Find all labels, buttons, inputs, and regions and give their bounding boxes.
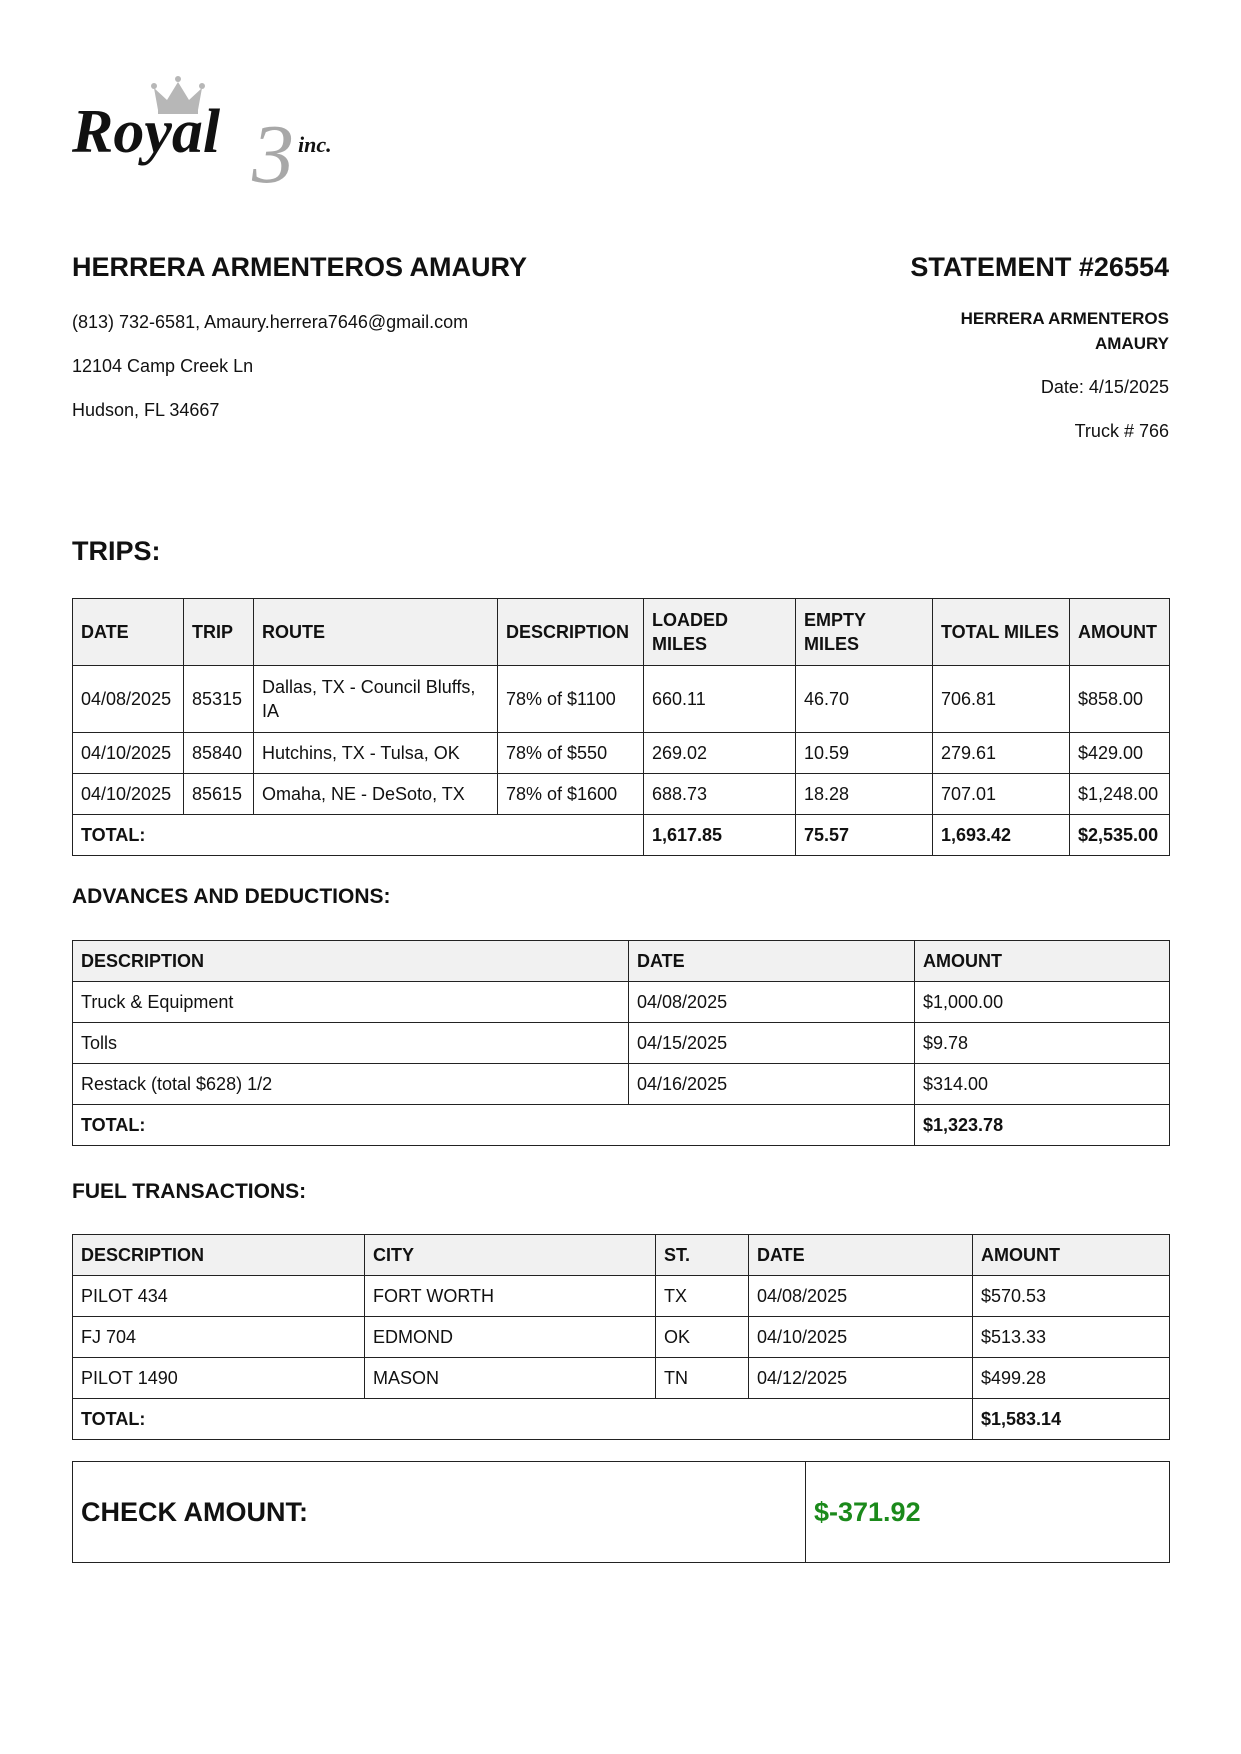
driver-street: 12104 Camp Creek Ln <box>72 356 254 376</box>
table-row <box>73 1358 1170 1399</box>
trips-total-row <box>73 815 1170 856</box>
statement-recipient <box>749 306 1169 356</box>
fuel-city: EDMOND <box>365 1317 656 1358</box>
advance-amount: $9.78 <box>915 1023 1170 1064</box>
trip-loaded-miles: 688.73 <box>644 774 796 815</box>
col-header-empty-miles: EMPTY MILES <box>796 599 933 666</box>
trip-date: 04/08/2025 <box>73 666 184 733</box>
check-amount-box <box>72 1461 1170 1563</box>
col-header-city: CITY <box>365 1235 656 1276</box>
advance-description: Tolls <box>73 1023 629 1064</box>
fuel-state: OK <box>656 1317 749 1358</box>
driver-info <box>72 250 672 421</box>
col-header-amount: AMOUNT <box>1070 599 1170 666</box>
fuel-total-amount: $1,583.14 <box>973 1399 1170 1440</box>
advances-total-amount: $1,323.78 <box>915 1105 1170 1146</box>
table-row <box>73 666 1170 733</box>
advance-description: Restack (total $628) 1/2 <box>73 1064 629 1105</box>
col-header-description: DESCRIPTION <box>73 941 629 982</box>
trip-empty-miles: 10.59 <box>796 733 933 774</box>
col-header-route: ROUTE <box>254 599 498 666</box>
trips-total-empty: 75.57 <box>796 815 933 856</box>
advance-amount: $1,000.00 <box>915 982 1170 1023</box>
trip-description: 78% of $1600 <box>498 774 644 815</box>
trips-total-label: TOTAL: <box>73 815 644 856</box>
statement-recipient-line2: AMAURY <box>1095 334 1169 353</box>
col-header-total-miles: TOTAL MILES <box>933 599 1070 666</box>
fuel-state: TX <box>656 1276 749 1317</box>
check-amount-value: $-371.92 <box>806 1462 1170 1563</box>
trip-loaded-miles: 269.02 <box>644 733 796 774</box>
statement-date: Date: 4/15/2025 <box>1040 377 1169 397</box>
trips-title: TRIPS: <box>72 536 161 566</box>
fuel-date: 04/08/2025 <box>749 1276 973 1317</box>
fuel-title: FUEL TRANSACTIONS: <box>72 1180 307 1203</box>
table-row <box>73 1023 1170 1064</box>
col-header-amount: AMOUNT <box>915 941 1170 982</box>
fuel-state: TN <box>656 1358 749 1399</box>
statement-info <box>749 250 1169 442</box>
table-row <box>73 774 1170 815</box>
fuel-total-row <box>73 1399 1170 1440</box>
trips-total-loaded: 1,617.85 <box>644 815 796 856</box>
col-header-loaded-miles: LOADED MILES <box>644 599 796 666</box>
trip-date: 04/10/2025 <box>73 733 184 774</box>
logo-wordmark: Royal <box>72 98 221 166</box>
trip-route: Omaha, NE - DeSoto, TX <box>254 774 498 815</box>
trip-route: Dallas, TX - Council Bluffs, IA <box>254 666 498 733</box>
fuel-total-label: TOTAL: <box>73 1399 973 1440</box>
advance-amount: $314.00 <box>915 1064 1170 1105</box>
col-header-amount: AMOUNT <box>973 1235 1170 1276</box>
table-row <box>73 1317 1170 1358</box>
royal3-logo <box>72 70 392 200</box>
trip-loaded-miles: 660.11 <box>644 666 796 733</box>
trip-description: 78% of $1100 <box>498 666 644 733</box>
fuel-header-row <box>73 1235 1170 1276</box>
fuel-description: PILOT 434 <box>73 1276 365 1317</box>
check-amount-row <box>73 1462 1170 1563</box>
trip-number: 85315 <box>184 666 254 733</box>
trip-total-miles: 707.01 <box>933 774 1070 815</box>
fuel-city: FORT WORTH <box>365 1276 656 1317</box>
fuel-city: MASON <box>365 1358 656 1399</box>
advance-date: 04/16/2025 <box>629 1064 915 1105</box>
truck-number: Truck # 766 <box>1074 421 1169 441</box>
col-header-description: DESCRIPTION <box>498 599 644 666</box>
col-header-state: ST. <box>656 1235 749 1276</box>
fuel-date: 04/12/2025 <box>749 1358 973 1399</box>
advances-title: ADVANCES AND DEDUCTIONS: <box>72 885 391 908</box>
trip-description: 78% of $550 <box>498 733 644 774</box>
driver-name: HERRERA ARMENTEROS AMAURY <box>72 252 528 282</box>
fuel-amount: $513.33 <box>973 1317 1170 1358</box>
advances-total-label: TOTAL: <box>73 1105 915 1146</box>
trips-table <box>72 598 1170 856</box>
trip-total-miles: 706.81 <box>933 666 1070 733</box>
trip-number: 85840 <box>184 733 254 774</box>
fuel-table <box>72 1234 1170 1440</box>
trips-total-miles: 1,693.42 <box>933 815 1070 856</box>
trip-empty-miles: 46.70 <box>796 666 933 733</box>
col-header-date: DATE <box>73 599 184 666</box>
statement-recipient-line1: HERRERA ARMENTEROS <box>960 309 1169 328</box>
trip-amount: $1,248.00 <box>1070 774 1170 815</box>
driver-contact: (813) 732-6581, Amaury.herrera7646@gmail.com <box>72 312 469 332</box>
table-row <box>73 1064 1170 1105</box>
table-row <box>73 1276 1170 1317</box>
advance-description: Truck & Equipment <box>73 982 629 1023</box>
driver-city: Hudson, FL 34667 <box>72 400 220 420</box>
trips-total-amount: $2,535.00 <box>1070 815 1170 856</box>
trip-number: 85615 <box>184 774 254 815</box>
logo-numeral: 3 <box>252 108 294 200</box>
trip-route: Hutchins, TX - Tulsa, OK <box>254 733 498 774</box>
fuel-description: FJ 704 <box>73 1317 365 1358</box>
trips-header-row <box>73 599 1170 666</box>
fuel-amount: $499.28 <box>973 1358 1170 1399</box>
check-amount-label: CHECK AMOUNT: <box>73 1462 806 1563</box>
trip-amount: $429.00 <box>1070 733 1170 774</box>
col-header-date: DATE <box>629 941 915 982</box>
trip-empty-miles: 18.28 <box>796 774 933 815</box>
advance-date: 04/15/2025 <box>629 1023 915 1064</box>
trip-total-miles: 279.61 <box>933 733 1070 774</box>
trip-date: 04/10/2025 <box>73 774 184 815</box>
fuel-description: PILOT 1490 <box>73 1358 365 1399</box>
col-header-description: DESCRIPTION <box>73 1235 365 1276</box>
fuel-amount: $570.53 <box>973 1276 1170 1317</box>
col-header-date: DATE <box>749 1235 973 1276</box>
table-row <box>73 982 1170 1023</box>
advances-header-row <box>73 941 1170 982</box>
advance-date: 04/08/2025 <box>629 982 915 1023</box>
col-header-trip: TRIP <box>184 599 254 666</box>
statement-title: STATEMENT #26554 <box>910 252 1169 282</box>
advances-total-row <box>73 1105 1170 1146</box>
trip-amount: $858.00 <box>1070 666 1170 733</box>
logo-suffix: inc. <box>298 132 332 157</box>
advances-table <box>72 940 1170 1146</box>
fuel-date: 04/10/2025 <box>749 1317 973 1358</box>
table-row <box>73 733 1170 774</box>
